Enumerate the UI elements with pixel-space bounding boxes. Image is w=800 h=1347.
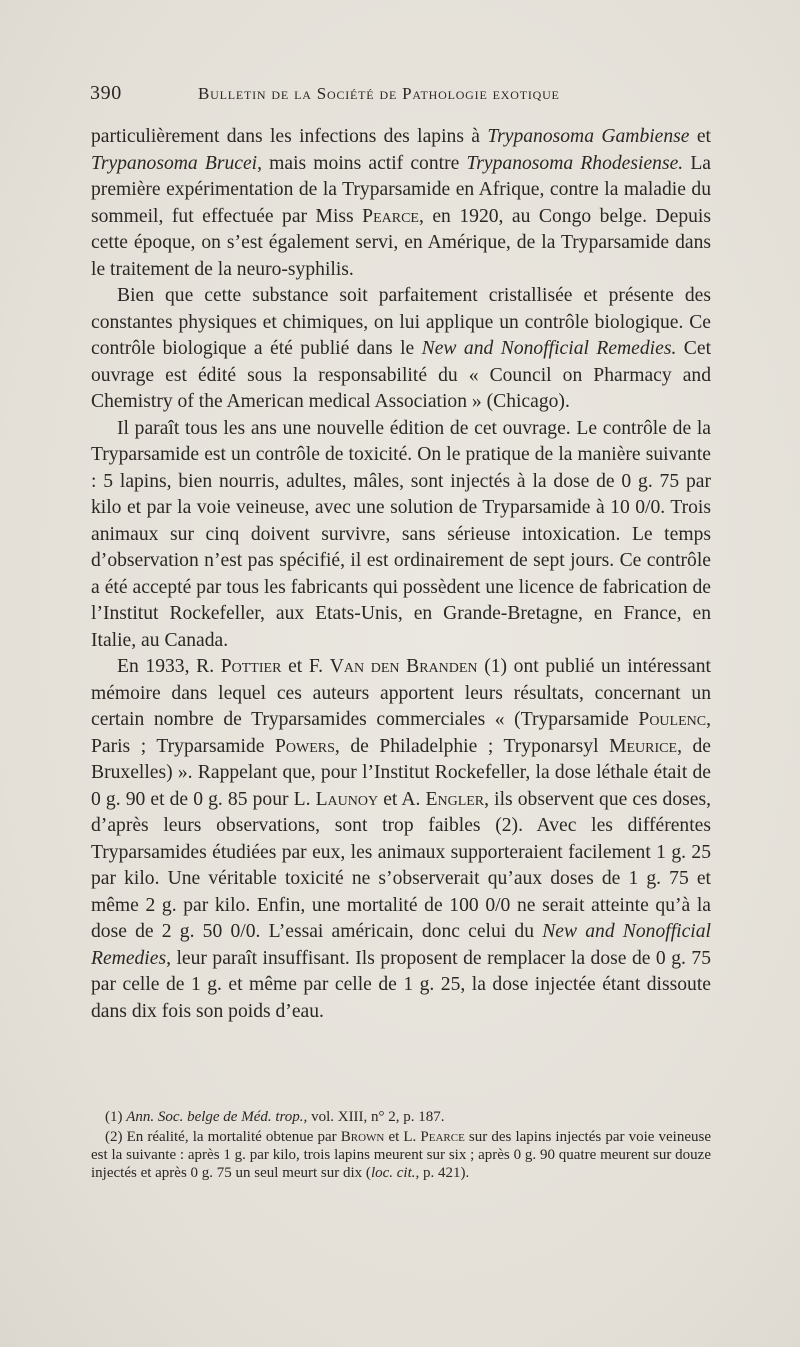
paragraph-segment: , de Philadelphie ; Tryponarsyl (334, 735, 610, 757)
footnote-segment: (1) (105, 1109, 127, 1125)
footnotes (91, 1108, 711, 1182)
paragraph-segment: Van den Branden (329, 656, 478, 677)
paragraph-segment: (1) ont publié un intéressant mémoire dans lequel ces auteurs apportent leurs résultats, concernant un certain nombre de Tryparsamides commerciales « (Tryparsamide (91, 656, 711, 730)
footnote-segment: loc. cit., (370, 1165, 420, 1181)
footnote-segment: p. 421). (419, 1165, 470, 1181)
paragraph-segment: Cet ouvrage est édité sous la responsabilité du « Council on Pharmacy and Chemistry of the American medical Association » (Chicago). (91, 338, 712, 412)
paragraph-segment: New and Nonofficial Remedies. (421, 338, 677, 359)
paragraph-3 (91, 416, 711, 655)
footnote-segment: Pearce (420, 1129, 465, 1145)
paragraph-segment: et (689, 126, 711, 147)
paragraph-segment: Poulenc (638, 709, 707, 730)
paragraph-segment: , ils observent que ces doses, d’après leurs observations, sont trop faibles (2). Avec les différentes Tryparsamides étudiées par eux, les animaux supporteraient facilement 1 g. 25 par kilo. Une véritable toxicité ne s’observerait qu’aux doses de 1 g. 75 et même 2 g. par kilo. Enfin, une mortalité de 100 0/0 ne serait atteinte qu’à la dose de 2 g. 50 0/0. L’essai américain, donc celui du (91, 788, 711, 942)
page-number: 390 (90, 82, 122, 104)
paragraph-segment: , de Bruxelles) ». Rappelant que, pour l’Institut Rockefeller, la dose léthale était de 0 g. 90 et de 0 g. 85 pour L. (91, 735, 711, 810)
running-head: Bulletin de la Société de Pathologie exotique (198, 84, 560, 103)
paragraph-segment: New and Nonofficial Remedies, (91, 921, 711, 969)
body-text (91, 124, 711, 1025)
paragraph-2 (91, 283, 711, 416)
footnote-segment: Brown (340, 1129, 385, 1145)
paragraph-segment: Bien que cette substance soit parfaitement cristallisée et présente des constantes physiques et chimiques, on lui applique un contrôle biologique. Ce contrôle biologique a été publié dans le (91, 285, 711, 359)
paragraph-4 (91, 654, 711, 1025)
footnote-2 (91, 1128, 711, 1182)
paragraph-segment: et F. (281, 656, 330, 677)
paragraph-segment: Il paraît tous les ans une nouvelle édition de cet ouvrage. Le contrôle de la Tryparsamide est un contrôle de toxicité. On le pratique de la manière suivante : 5 lapins, bien nourris, adultes, mâles, sont injectés à la dose de 0 g. 75 par kilo et par la voie veineuse, avec une solution de Tryparsamide à 10 0/0. Trois animaux sur cinq doivent survivre, sans sérieuse intoxication. Le temps d’observation n’est pas spécifié, il est ordinairement de sept jours. Ce contrôle a été accepté par tous les fabricants qui possèdent une licence de fabrication de l’Institut Rockefeller, aux Etats-Unis, en Grande-Bretagne, en France, en Italie, au Canada. (91, 417, 711, 651)
paragraph-segment: , en 1920, au Congo belge. Depuis cette époque, on s’est également servi, en Amérique, de la Tryparsamide dans le traitement de la neuro-syphilis. (91, 205, 711, 280)
paragraph-segment: Pearce (362, 205, 419, 227)
paragraph-segment: , Paris ; Tryparsamide (91, 709, 711, 757)
paragraph-segment: Trypanosoma Gambiense (487, 126, 690, 147)
paragraph-segment: Engler (425, 788, 485, 810)
footnote-segment: Ann. Soc. belge de Méd. trop., (126, 1109, 308, 1125)
footnote-segment: sur des lapins injectés par voie veineuse est la suivante : après 1 g. par kilo, trois lapins meurent sur six ; après 0 g. 90 quatre meurent sur douze injectés et après 0 g. 75 un seul meurt sur dix ( (91, 1129, 711, 1181)
paragraph-1 (91, 124, 711, 283)
paragraph-segment: Trypanosoma Rhodesiense. (466, 152, 684, 174)
paragraph-segment: En 1933, R. (117, 656, 221, 677)
footnote-segment: (2) En réalité, la mortalité obtenue par (105, 1129, 341, 1145)
paragraph-segment: Trypanosoma Brucei, (91, 152, 262, 174)
paragraph-segment: Meurice (609, 735, 678, 757)
paragraph-segment: Powers (275, 735, 335, 757)
paragraph-segment: Pottier (220, 656, 282, 677)
paragraph-segment: et A. (378, 788, 426, 810)
footnote-segment: vol. XIII, n° 2, p. 187. (307, 1109, 445, 1125)
page-header (90, 82, 710, 110)
paragraph-segment: La première expérimentation de la Tryparsamide en Afrique, contre la maladie du sommeil, fut effectuée par Miss (91, 152, 711, 227)
footnote-segment: et L. (384, 1129, 421, 1145)
paragraph-segment: mais moins actif contre (261, 152, 467, 174)
footnote-1 (91, 1108, 711, 1126)
paragraph-segment: particulièrement dans les infections des lapins à (91, 126, 488, 147)
paragraph-segment: Launoy (315, 788, 379, 810)
paragraph-segment: leur paraît insuffisant. Ils proposent de remplacer la dose de 0 g. 75 par celle de 1 g. et même par celle de 1 g. 25, la dose injectée étant dissoute dans dix fois son poids d’eau. (91, 947, 711, 1022)
